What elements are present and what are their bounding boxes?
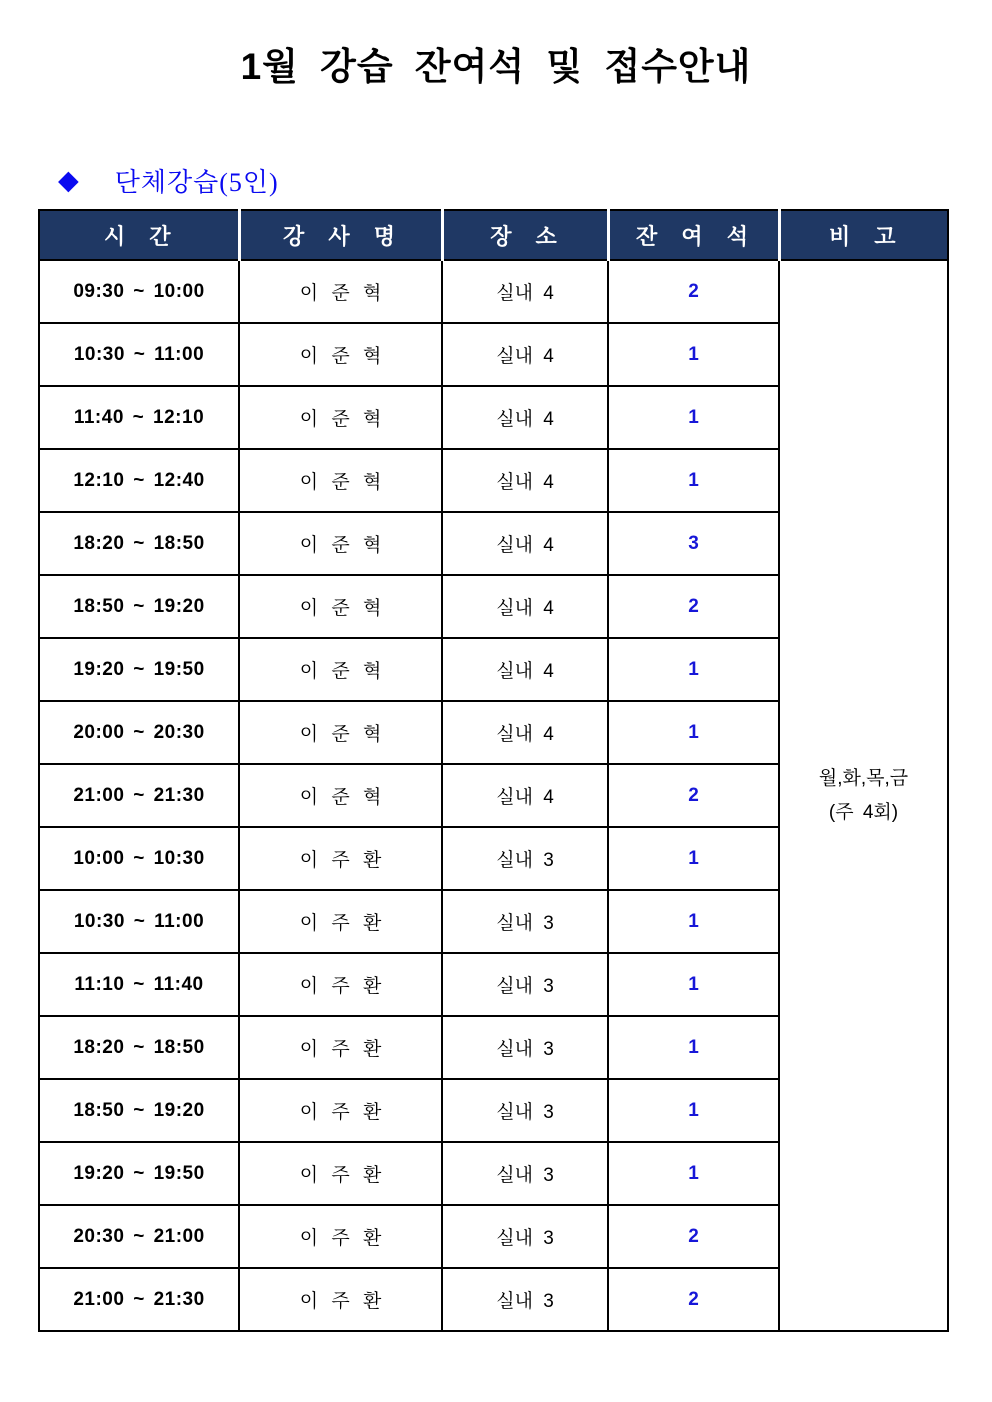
place-cell: 실내 4	[442, 638, 608, 701]
instructor-cell: 이 주 환	[239, 1016, 442, 1079]
time-cell: 10:00 ~ 10:30	[39, 827, 239, 890]
seats-cell: 1	[608, 1142, 779, 1205]
instructor-cell: 이 준 혁	[239, 764, 442, 827]
instructor-cell: 이 주 환	[239, 1079, 442, 1142]
time-cell: 19:20 ~ 19:50	[39, 1142, 239, 1205]
instructor-cell: 이 준 혁	[239, 701, 442, 764]
seats-cell: 1	[608, 638, 779, 701]
seats-cell: 2	[608, 575, 779, 638]
place-cell: 실내 4	[442, 323, 608, 386]
instructor-cell: 이 주 환	[239, 1142, 442, 1205]
time-cell: 19:20 ~ 19:50	[39, 638, 239, 701]
instructor-cell: 이 준 혁	[239, 638, 442, 701]
col-header-time: 시 간	[39, 210, 239, 260]
place-cell: 실내 3	[442, 890, 608, 953]
instructor-cell: 이 주 환	[239, 1205, 442, 1268]
time-cell: 10:30 ~ 11:00	[39, 323, 239, 386]
time-cell: 20:00 ~ 20:30	[39, 701, 239, 764]
seats-cell: 1	[608, 449, 779, 512]
instructor-cell: 이 준 혁	[239, 512, 442, 575]
section-heading	[58, 162, 992, 199]
col-header-place: 장 소	[442, 210, 608, 260]
instructor-cell: 이 주 환	[239, 953, 442, 1016]
table-header	[39, 210, 948, 260]
time-cell: 12:10 ~ 12:40	[39, 449, 239, 512]
seats-cell: 3	[608, 512, 779, 575]
place-cell: 실내 4	[442, 764, 608, 827]
diamond-bullet-icon: ◆	[58, 165, 79, 195]
time-cell: 10:30 ~ 11:00	[39, 890, 239, 953]
col-header-seats: 잔 여 석	[608, 210, 779, 260]
seats-cell: 1	[608, 827, 779, 890]
time-cell: 21:00 ~ 21:30	[39, 1268, 239, 1331]
page-title: 1월 강습 잔여석 및 접수안내	[240, 46, 752, 87]
schedule-table	[38, 209, 949, 1332]
note-line-2: (주 4회)	[828, 801, 899, 823]
note-cell	[779, 260, 948, 1331]
place-cell: 실내 4	[442, 512, 608, 575]
seats-cell: 1	[608, 890, 779, 953]
place-cell: 실내 4	[442, 575, 608, 638]
seats-cell: 1	[608, 323, 779, 386]
seats-cell: 1	[608, 1079, 779, 1142]
table-row	[39, 260, 948, 323]
col-header-instructor: 강 사 명	[239, 210, 442, 260]
seats-cell: 1	[608, 1016, 779, 1079]
place-cell: 실내 3	[442, 1142, 608, 1205]
place-cell: 실내 4	[442, 260, 608, 323]
seats-cell: 1	[608, 386, 779, 449]
time-cell: 18:20 ~ 18:50	[39, 1016, 239, 1079]
time-cell: 11:10 ~ 11:40	[39, 953, 239, 1016]
time-cell: 21:00 ~ 21:30	[39, 764, 239, 827]
place-cell: 실내 4	[442, 449, 608, 512]
instructor-cell: 이 준 혁	[239, 386, 442, 449]
time-cell: 18:20 ~ 18:50	[39, 512, 239, 575]
seats-cell: 1	[608, 953, 779, 1016]
time-cell: 18:50 ~ 19:20	[39, 1079, 239, 1142]
time-cell: 09:30 ~ 10:00	[39, 260, 239, 323]
time-cell: 20:30 ~ 21:00	[39, 1205, 239, 1268]
place-cell: 실내 3	[442, 953, 608, 1016]
instructor-cell: 이 주 환	[239, 827, 442, 890]
seats-cell: 1	[608, 701, 779, 764]
seats-cell: 2	[608, 1268, 779, 1331]
seats-cell: 2	[608, 1205, 779, 1268]
place-cell: 실내 3	[442, 1079, 608, 1142]
place-cell: 실내 4	[442, 386, 608, 449]
header-row	[39, 210, 948, 260]
instructor-cell: 이 준 혁	[239, 260, 442, 323]
place-cell: 실내 3	[442, 1016, 608, 1079]
time-cell: 18:50 ~ 19:20	[39, 575, 239, 638]
time-cell: 11:40 ~ 12:10	[39, 386, 239, 449]
place-cell: 실내 3	[442, 1205, 608, 1268]
place-cell: 실내 4	[442, 701, 608, 764]
table-body	[39, 260, 948, 1331]
instructor-cell: 이 준 혁	[239, 323, 442, 386]
seats-cell: 2	[608, 260, 779, 323]
instructor-cell: 이 주 환	[239, 890, 442, 953]
place-cell: 실내 3	[442, 1268, 608, 1331]
instructor-cell: 이 준 혁	[239, 449, 442, 512]
section-label: 단체강습(5인)	[114, 168, 279, 197]
place-cell: 실내 3	[442, 827, 608, 890]
note-line-1: 월,화,목,금	[818, 768, 909, 790]
instructor-cell: 이 주 환	[239, 1268, 442, 1331]
seats-cell: 2	[608, 764, 779, 827]
instructor-cell: 이 준 혁	[239, 575, 442, 638]
col-header-note: 비 고	[779, 210, 948, 260]
